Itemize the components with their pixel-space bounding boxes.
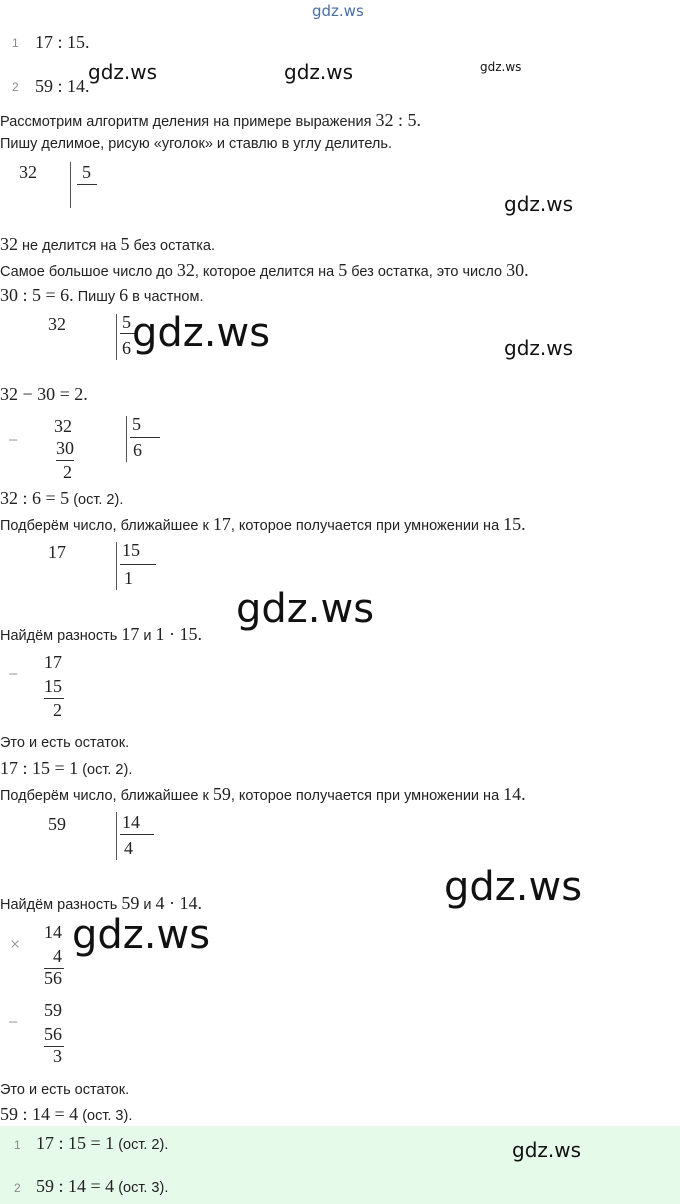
watermark: gdz.ws bbox=[132, 310, 271, 356]
paragraph: 32 не делится на 5 без остатка. bbox=[0, 234, 215, 254]
division-corner bbox=[126, 416, 127, 462]
multiply-sign: × bbox=[10, 934, 21, 954]
quotient: 1 bbox=[124, 568, 133, 588]
dividend: 17 bbox=[48, 542, 66, 562]
watermark: gdz.ws bbox=[504, 192, 574, 216]
answer-number: 2 bbox=[14, 1181, 21, 1195]
paragraph: Подберём число, ближайшее к 59, которое получается при умножении на 14. bbox=[0, 784, 526, 804]
divisor: 5 bbox=[132, 414, 141, 434]
remainder: 2 bbox=[53, 700, 62, 720]
division-corner bbox=[116, 812, 117, 860]
subtraction-line bbox=[44, 698, 64, 699]
division-corner bbox=[116, 314, 117, 360]
watermark: gdz.ws bbox=[284, 60, 354, 84]
dividend: 32 bbox=[48, 314, 66, 334]
subtraction-line bbox=[56, 460, 74, 461]
minus-sign: − bbox=[8, 430, 19, 450]
dividend: 32 bbox=[19, 162, 37, 182]
answer-number: 1 bbox=[14, 1138, 21, 1152]
paragraph: Найдём разность 17 и 1 · 15. bbox=[0, 624, 202, 644]
quotient: 4 bbox=[124, 838, 133, 858]
remainder: 3 bbox=[53, 1046, 62, 1066]
paragraph: Самое большое число до 32, которое делится на 5 без остатка, это число 30. bbox=[0, 260, 529, 280]
watermark: gdz.ws bbox=[480, 60, 522, 74]
watermark-top: gdz.ws bbox=[312, 2, 364, 20]
watermark: gdz.ws bbox=[72, 912, 211, 958]
minus-sign: − bbox=[8, 664, 19, 684]
product: 56 bbox=[44, 968, 62, 988]
paragraph: 17 : 15 = 1 (ост. 2). bbox=[0, 758, 133, 778]
divisor: 5 bbox=[82, 162, 91, 182]
dividend: 59 bbox=[48, 814, 66, 834]
paragraph: Это и есть остаток. bbox=[0, 735, 130, 751]
minuend: 17 bbox=[44, 652, 62, 672]
quotient: 6 bbox=[122, 338, 131, 358]
quotient: 6 bbox=[133, 440, 142, 460]
subtrahend: 56 bbox=[44, 1024, 62, 1044]
task-expression: 17 : 15. bbox=[35, 32, 90, 52]
minuend: 59 bbox=[44, 1000, 62, 1020]
divisor: 14 bbox=[122, 812, 140, 832]
task-expression: 59 : 14. bbox=[35, 76, 90, 96]
multiplicand: 14 bbox=[44, 922, 62, 942]
division-line bbox=[120, 834, 154, 835]
division-line bbox=[120, 564, 156, 565]
paragraph: Рассмотрим алгоритм деления на примере выражения 32 : 5. bbox=[0, 110, 422, 130]
division-corner bbox=[70, 162, 71, 208]
divisor: 15 bbox=[122, 540, 140, 560]
paragraph: Это и есть остаток. bbox=[0, 1082, 130, 1098]
subtrahend: 30 bbox=[56, 438, 74, 458]
divisor: 5 bbox=[122, 312, 131, 332]
paragraph: Подберём число, ближайшее к 17, которое получается при умножении на 15. bbox=[0, 514, 526, 534]
watermark: gdz.ws bbox=[236, 586, 375, 632]
dividend: 32 bbox=[54, 416, 72, 436]
division-line bbox=[130, 437, 160, 438]
task-number: 2 bbox=[12, 80, 19, 94]
paragraph: 59 : 14 = 4 (ост. 3). bbox=[0, 1104, 133, 1124]
paragraph: Найдём разность 59 и 4 · 14. bbox=[0, 893, 202, 913]
paragraph: 30 : 5 = 6. Пишу 6 в частном. bbox=[0, 285, 204, 305]
answer-line: 17 : 15 = 1 (ост. 2). bbox=[36, 1133, 169, 1153]
equation: 32 − 30 = 2. bbox=[0, 384, 88, 404]
remainder: 2 bbox=[63, 462, 72, 482]
multiplier: 4 bbox=[53, 946, 62, 966]
paragraph: Пишу делимое, рисую «уголок» и ставлю в углу делитель. bbox=[0, 136, 392, 152]
answer-line: 59 : 14 = 4 (ост. 3). bbox=[36, 1176, 169, 1196]
watermark: gdz.ws bbox=[512, 1138, 582, 1162]
watermark: gdz.ws bbox=[504, 336, 574, 360]
division-corner bbox=[116, 542, 117, 590]
division-line bbox=[77, 184, 97, 185]
task-number: 1 bbox=[12, 36, 19, 50]
watermark: gdz.ws bbox=[444, 864, 583, 910]
paragraph: 32 : 6 = 5 (ост. 2). bbox=[0, 488, 124, 508]
watermark: gdz.ws bbox=[88, 60, 158, 84]
subtrahend: 15 bbox=[44, 676, 62, 696]
minus-sign: − bbox=[8, 1012, 19, 1032]
